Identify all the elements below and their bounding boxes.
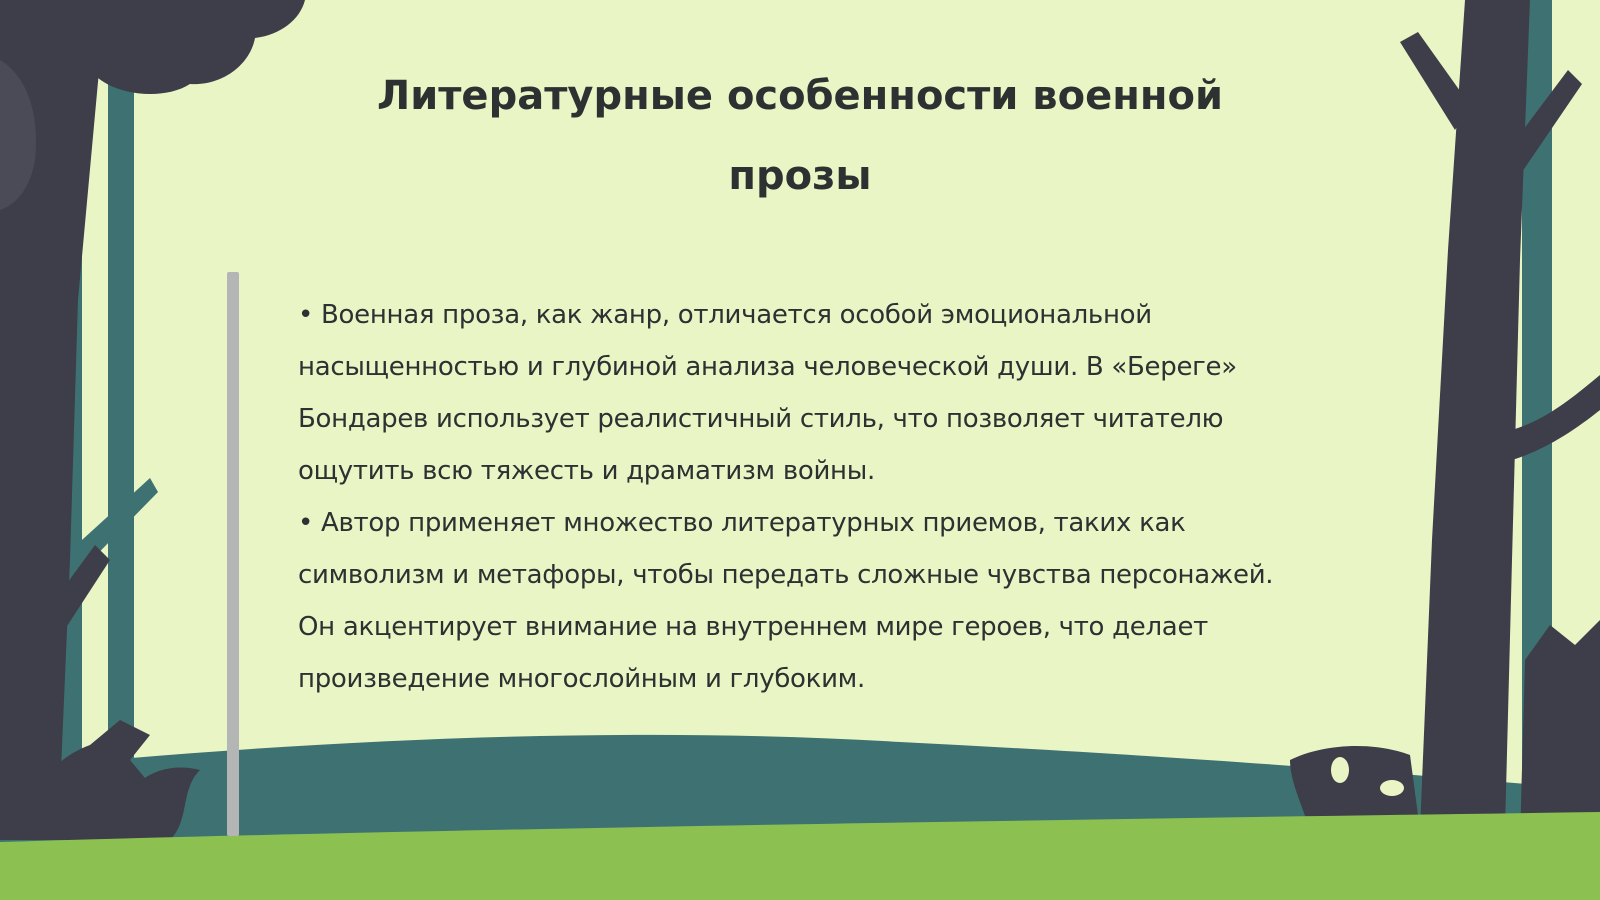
slide-title: Литературные особенности военной прозы: [377, 73, 1223, 199]
body-text: [298, 289, 1308, 705]
paragraph-1: • Военная проза, как жанр, отличается особой эмоциональной насыщенностью и глубиной анализа человеческой души. В «Береге» Бондарев использует реалистичный стиль, что позволяет читателю ощутить всю тяжесть и драматизм войны.: [298, 300, 1237, 486]
right-leaf-hole-2: [1380, 780, 1404, 796]
right-leaf-hole: [1331, 757, 1349, 783]
right-stump: [1520, 620, 1600, 840]
paragraph-2: • Автор применяет множество литературных приемов, таких как символизм и метафоры, чтобы передать сложные чувства персонажей. Он акцентирует внимание на внутреннем мире героев, что делает произведение многослойным и глубоким.: [298, 508, 1274, 694]
accent-bar: [227, 272, 239, 836]
right-dark-trunk: [1420, 0, 1530, 830]
left-teal-trunk: [108, 60, 134, 830]
